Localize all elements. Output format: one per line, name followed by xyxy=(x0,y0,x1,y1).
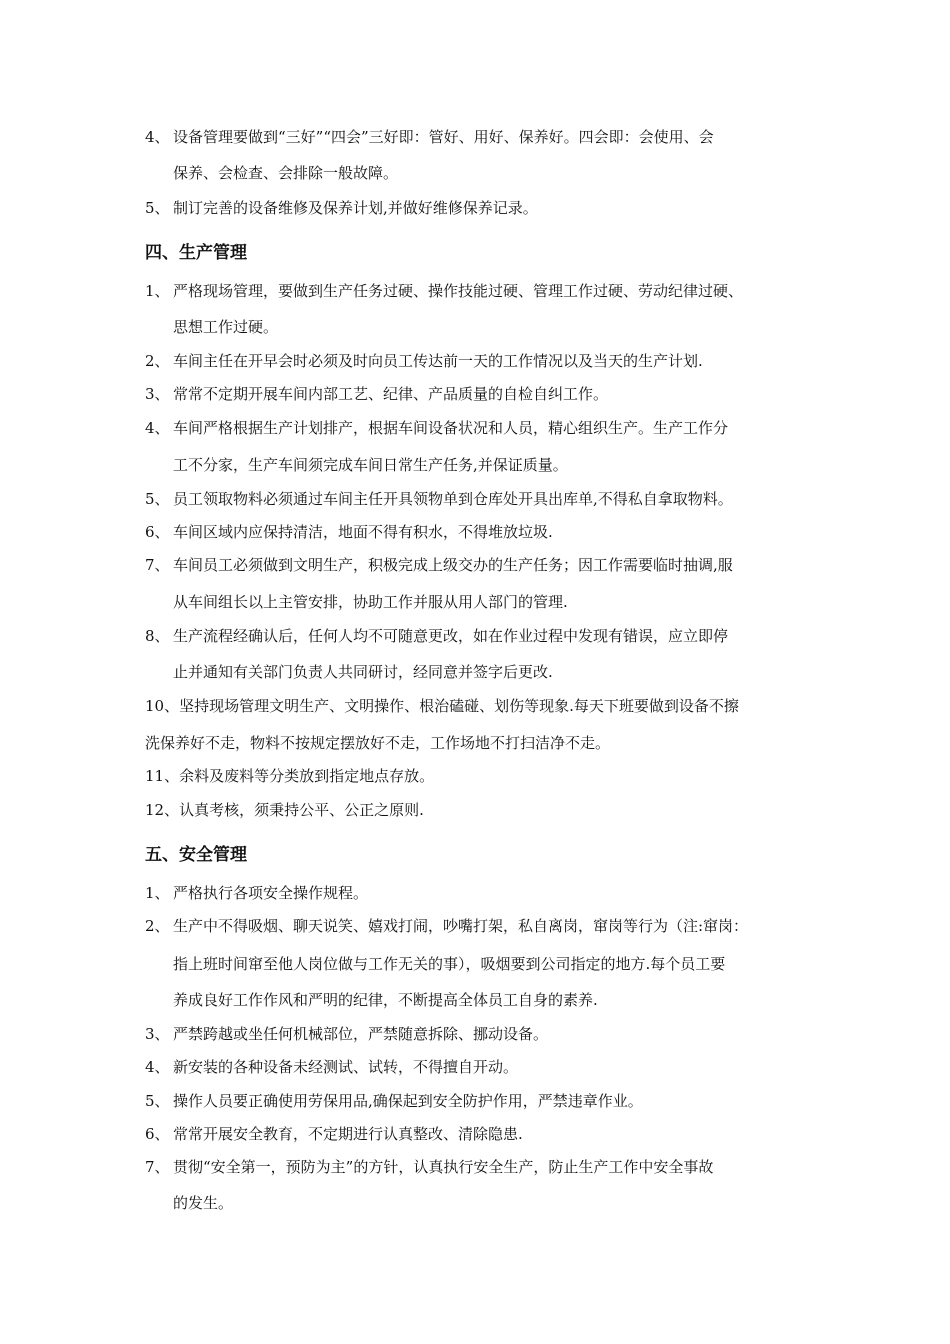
item-number: 6、 xyxy=(145,1125,170,1143)
item-number: 5、 xyxy=(145,199,170,217)
item-text: 车间区域内应保持清洁，地面不得有积水，不得堆放垃圾. xyxy=(173,523,553,541)
list-item xyxy=(145,917,845,935)
item-text-continued: 洗保养好不走，物料不按规定摆放好不走，工作场地不打扫洁净不走。 xyxy=(145,734,611,752)
item-text: 贯彻“安全第一，预防为主”的方针，认真执行安全生产，防止生产工作中安全事故 xyxy=(173,1158,714,1176)
item-number: 5、 xyxy=(145,490,170,508)
list-item xyxy=(145,1092,845,1110)
list-item xyxy=(145,1125,845,1143)
list-item xyxy=(145,1025,845,1043)
item-text: 严格现场管理，要做到生产任务过硬、操作技能过硬、管理工作过硬、劳动纪律过硬、 xyxy=(173,282,744,300)
item-text-continued: 指上班时间窜至他人岗位做与工作无关的事），吸烟要到公司指定的地方.每个员工要 xyxy=(173,955,726,973)
item-number: 4、 xyxy=(145,419,170,437)
list-item xyxy=(145,801,845,819)
item-text: 设备管理要做到“三好”“四会”三好即：管好、用好、保养好。四会即：会使用、会 xyxy=(173,128,714,146)
item-number: 2、 xyxy=(145,352,170,370)
item-number: 5、 xyxy=(145,1092,170,1110)
list-item xyxy=(145,282,845,300)
item-text: 常常开展安全教育，不定期进行认真整改、清除隐患. xyxy=(173,1125,523,1143)
item-text: 新安装的各种设备未经测试、试转，不得擅自开动。 xyxy=(173,1058,519,1076)
item-number: 4、 xyxy=(145,128,170,146)
item-text: 余料及废料等分类放到指定地点存放。 xyxy=(179,767,435,785)
item-text-continued: 思想工作过硬。 xyxy=(173,318,279,336)
item-text: 生产中不得吸烟、聊天说笑、嬉戏打闹，吵嘴打架，私自离岗，窜岗等行为（注:窜岗： xyxy=(173,917,749,935)
list-item xyxy=(145,767,845,785)
item-text: 车间主任在开早会时必须及时向员工传达前一天的工作情况以及当天的生产计划. xyxy=(173,352,703,370)
item-text-continued: 的发生。 xyxy=(173,1194,234,1212)
item-text-continued: 养成良好工作作风和严明的纪律，不断提高全体员工自身的素养. xyxy=(173,991,598,1009)
item-number: 3、 xyxy=(145,385,170,403)
item-text: 严格执行各项安全操作规程。 xyxy=(173,884,369,902)
list-item xyxy=(145,419,845,437)
item-text-continued: 工不分家，生产车间须完成车间日常生产任务,并保证质量。 xyxy=(173,456,568,474)
item-text: 常常不定期开展车间内部工艺、纪律、产品质量的自检自纠工作。 xyxy=(173,385,609,403)
item-number: 11、 xyxy=(145,767,180,785)
item-text-continued: 止并通知有关部门负责人共同研讨，经同意并签字后更改. xyxy=(173,663,553,681)
item-text: 车间严格根据生产计划排产，根据车间设备状况和人员，精心组织生产。生产工作分 xyxy=(173,419,729,437)
list-item xyxy=(145,556,845,574)
item-text: 员工领取物料必须通过车间主任开具领物单到仓库处开具出库单,不得私自拿取物料。 xyxy=(173,490,733,508)
item-number: 7、 xyxy=(145,1158,170,1176)
item-number: 3、 xyxy=(145,1025,170,1043)
item-text: 严禁跨越或坐任何机械部位，严禁随意拆除、挪动设备。 xyxy=(173,1025,549,1043)
item-number: 8、 xyxy=(145,627,170,645)
section-heading: 五、安全管理 xyxy=(145,845,247,865)
item-text-continued: 从车间组长以上主管安排，协助工作并服从用人部门的管理. xyxy=(173,593,568,611)
item-number: 4、 xyxy=(145,1058,170,1076)
item-number: 7、 xyxy=(145,556,170,574)
item-text: 车间员工必须做到文明生产，积极完成上级交办的生产任务；因工作需要临时抽调,服 xyxy=(173,556,733,574)
item-text: 认真考核，须秉持公平、公正之原则. xyxy=(179,801,424,819)
item-number: 1、 xyxy=(145,282,170,300)
list-item xyxy=(145,523,845,541)
item-text-continued: 保养、会检查、会排除一般故障。 xyxy=(173,164,399,182)
list-item xyxy=(145,128,845,146)
list-item xyxy=(145,490,845,508)
item-number: 12、 xyxy=(145,801,180,819)
item-number: 1、 xyxy=(145,884,170,902)
list-item xyxy=(145,1058,845,1076)
item-number: 10、 xyxy=(145,697,180,715)
list-item xyxy=(145,352,845,370)
item-text: 制订完善的设备维修及保养计划,并做好维修保养记录。 xyxy=(173,199,538,217)
item-number: 6、 xyxy=(145,523,170,541)
list-item xyxy=(145,697,845,715)
list-item xyxy=(145,627,845,645)
item-text: 坚持现场管理文明生产、文明操作、根治磕碰、划伤等现象.每天下班要做到设备不擦 xyxy=(179,697,739,715)
item-text: 操作人员要正确使用劳保用品,确保起到安全防护作用，严禁违章作业。 xyxy=(173,1092,643,1110)
section-heading: 四、生产管理 xyxy=(145,243,247,263)
item-number: 2、 xyxy=(145,917,170,935)
list-item xyxy=(145,199,845,217)
list-item xyxy=(145,884,845,902)
list-item xyxy=(145,385,845,403)
item-text: 生产流程经确认后，任何人均不可随意更改，如在作业过程中发现有错误，应立即停 xyxy=(173,627,729,645)
list-item xyxy=(145,1158,845,1176)
